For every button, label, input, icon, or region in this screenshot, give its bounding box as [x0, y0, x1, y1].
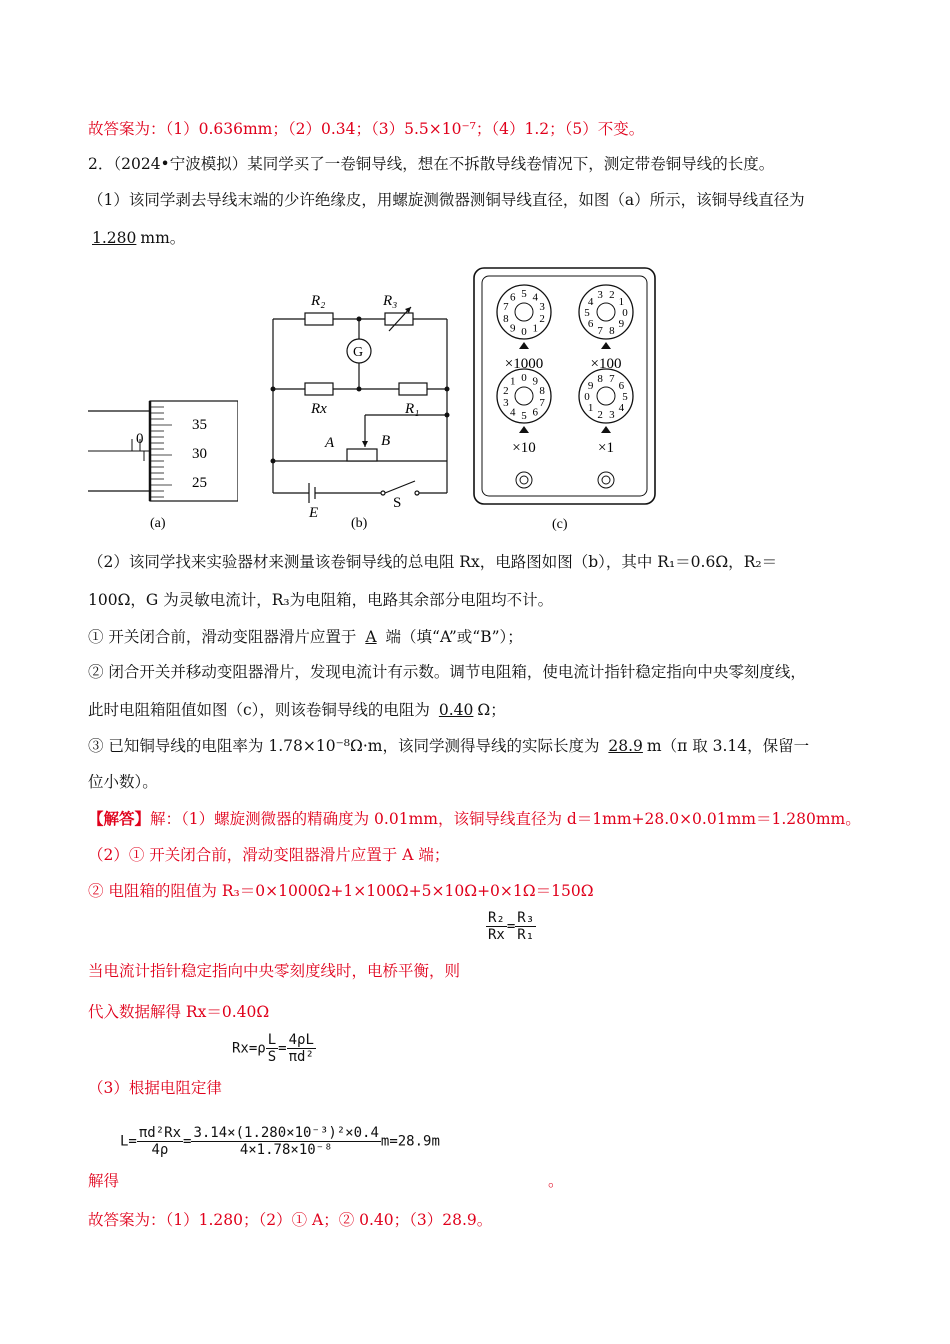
dial-digit: 2	[609, 288, 615, 301]
dial-hub	[597, 303, 615, 321]
question-2-part1: （1）该同学剥去导线末端的少许绝缘皮，用螺旋测微器测铜导线直径，如图（a）所示，该铜导线直径为	[88, 191, 805, 209]
r3-label: R₃	[383, 293, 398, 309]
figure-label: (b)	[351, 516, 368, 531]
question-2-title: 2．（2024•宁波模拟）某同学买了一卷铜导线，想在不拆散导线卷情况下，测定带卷铜导线的长度。	[88, 155, 775, 173]
rx-label: Rx	[311, 401, 327, 417]
answer-blank: 1.280	[92, 229, 137, 247]
unit-text: mm。	[140, 229, 186, 247]
dial-digit: 3	[503, 396, 509, 409]
dial-digit: 2	[539, 312, 545, 325]
dial-digit: 2	[597, 409, 603, 422]
dial-digit: 0	[521, 372, 527, 384]
eq-term: Rx	[488, 927, 505, 943]
final-answer: 故答案为：（1）1.280；（2）① A；② 0.40；（3）28.9。	[88, 1211, 493, 1229]
dial-digit: 6	[587, 318, 594, 331]
tick-label: 25	[192, 475, 207, 491]
dial-digit: 7	[503, 301, 509, 314]
galvanometer-label: G	[353, 345, 364, 360]
answer-blank: A	[365, 628, 377, 646]
step-1	[88, 626, 523, 648]
dial-digit: 8	[503, 312, 509, 325]
solution-7: 解得	[88, 1172, 120, 1190]
dial-pointer	[601, 342, 611, 349]
answer-blank: 0.40	[438, 701, 474, 719]
eq-term: L=	[120, 1133, 137, 1150]
dial-digit: 3	[609, 409, 615, 422]
step-3-a	[88, 735, 809, 757]
dial-digit: 3	[539, 301, 545, 314]
dial-digit: 4	[510, 406, 516, 419]
b-label: B	[381, 433, 391, 449]
eq-term: 4ρL	[288, 1032, 314, 1048]
dial-3	[579, 369, 633, 456]
solution-4: 当电流计指针稳定指向中央零刻度线时，电桥平衡，则	[88, 962, 461, 980]
dial-digit: 7	[609, 372, 615, 385]
equation-length	[120, 1125, 440, 1158]
eq-sign: =	[183, 1133, 192, 1150]
figure-label: (c)	[552, 517, 568, 532]
eq-term: R₃	[517, 910, 535, 926]
dial-1	[579, 285, 633, 372]
solution-2: （2）① 开关闭合前，滑动变阻器滑片应置于 A 端；	[88, 846, 450, 864]
dial-pointer	[519, 426, 529, 433]
unit-text: Ω；	[477, 701, 506, 719]
dial-digit: 2	[503, 385, 509, 398]
figure-b-circuit	[265, 285, 460, 535]
dial-digit: 1	[510, 375, 516, 388]
equation-resistance	[232, 1032, 316, 1065]
tick-label: 30	[192, 446, 207, 462]
zero-label: 0	[136, 431, 144, 447]
dial-digit: 3	[597, 288, 603, 301]
dial-hub	[515, 303, 533, 321]
solution-5: 代入数据解得 Rx＝0.40Ω	[88, 1003, 270, 1021]
answer-blank: 28.9	[608, 737, 643, 755]
dial-multiplier: ×1	[598, 440, 614, 456]
dial-2	[497, 369, 551, 456]
eq-sign: =	[506, 918, 516, 935]
eq-term: Rx=ρ	[232, 1040, 266, 1057]
dial-digit: 6	[510, 291, 516, 304]
dial-digit: 5	[584, 307, 590, 319]
step-2-b	[88, 699, 506, 721]
dial-multiplier: ×10	[512, 440, 536, 456]
eq-sign: =	[278, 1040, 287, 1057]
step-3-b: 位小数）。	[88, 773, 158, 791]
eq-term: R₁	[517, 927, 535, 943]
eq-term: 3.14×(1.280×10⁻³)²×0.4	[193, 1125, 379, 1141]
dial-digit: 8	[609, 325, 615, 338]
dial-pointer	[519, 342, 529, 349]
dial-digit: 9	[587, 379, 594, 392]
tick-label: 35	[192, 417, 207, 433]
eq-term: 4ρ	[151, 1142, 169, 1158]
dial-digit: 8	[597, 372, 603, 385]
dial-digit: 5	[521, 288, 527, 300]
dial-digit: 6	[618, 379, 625, 392]
solution-7-end: 。	[548, 1172, 564, 1190]
figure-label: (a)	[150, 516, 166, 531]
step-2-text: 此时电阻箱阻值如图（c），则该卷铜导线的电阻为	[88, 701, 430, 719]
eq-term: πd²	[288, 1049, 314, 1065]
dial-digit: 9	[532, 375, 538, 388]
eq-term: m=28.9m	[380, 1133, 440, 1150]
dial-multiplier: ×1000	[504, 356, 544, 372]
dial-digit: 1	[587, 402, 594, 415]
dial-pointer	[601, 426, 611, 433]
dial-digit: 9	[618, 318, 625, 331]
dial-0	[497, 285, 551, 372]
question-2-part2-a: （2）该同学找来实验器材来测量该卷铜导线的总电阻 Rx，电路图如图（b），其中 R₁＝0.6Ω，R₂＝	[88, 553, 778, 571]
eq-term: R₂	[488, 910, 505, 926]
eq-term: 4×1.78×10⁻⁸	[239, 1142, 333, 1158]
solution-3: ② 电阻箱的阻值为 R₃＝0×1000Ω+1×100Ω+5×10Ω+0×1Ω＝150Ω	[88, 882, 594, 900]
dial-digit: 5	[521, 410, 527, 422]
solution-1-text: 解：（1）螺旋测微器的精确度为 0.01mm，该铜导线直径为 d＝1mm+28.0×0.01mm＝1.280mm。	[150, 810, 861, 828]
dial-digit: 0	[584, 391, 590, 403]
figure-a-micrometer	[88, 395, 238, 535]
solution-1	[88, 808, 861, 830]
question-2-part2-b: 100Ω，G 为灵敏电流计，R₃为电阻箱，电路其余部分电阻均不计。	[88, 591, 554, 609]
eq-term: πd²Rx	[138, 1125, 182, 1141]
dial-digit: 7	[539, 396, 545, 409]
question-2-part1-answer	[88, 227, 185, 249]
step-2-a: ② 闭合开关并移动变阻器滑片，发现电流计有示数。调节电阻箱，使电流计指针稳定指向中央零刻度线，	[88, 663, 806, 681]
step-3-text: ③ 已知铜导线的电阻率为 1.78×10⁻⁸Ω·m，该同学测得导线的实际长度为	[88, 737, 600, 755]
a-label: A	[325, 435, 335, 451]
previous-answer: 故答案为：（1）0.636mm；（2）0.34；（3）5.5×10⁻⁷；（4）1.2；（5）不变。	[88, 120, 645, 138]
r1-label: R₁	[405, 401, 420, 417]
dial-digit: 4	[618, 402, 625, 415]
eq-term: S	[267, 1049, 277, 1065]
dial-digit: 8	[539, 385, 545, 398]
dial-hub	[597, 387, 615, 405]
e-label: E	[309, 505, 319, 521]
figure-c-resistance-box	[472, 266, 657, 536]
step-1-text: ① 开关闭合前，滑动变阻器滑片应置于	[88, 628, 357, 646]
s-label: S	[393, 495, 402, 511]
dial-multiplier: ×100	[590, 356, 622, 372]
solution-6: （3）根据电阻定律	[88, 1079, 222, 1097]
equation-bridge	[486, 910, 536, 943]
dial-digit: 9	[510, 322, 516, 335]
eq-term: L	[267, 1032, 277, 1048]
dial-digit: 4	[532, 291, 538, 304]
dial-digit: 4	[587, 295, 594, 308]
step-3-tail: m（π 取 3.14，保留一	[646, 737, 810, 755]
dial-digit: 0	[622, 307, 628, 319]
solution-tag: 【解答】	[88, 809, 151, 828]
dial-digit: 6	[532, 406, 538, 419]
dial-digit: 5	[622, 391, 628, 403]
dial-digit: 7	[597, 325, 603, 338]
dial-digit: 1	[618, 295, 625, 308]
r2-label: R₂	[311, 293, 326, 309]
dial-hub	[515, 387, 533, 405]
dial-digit: 1	[532, 322, 538, 335]
dial-digit: 0	[521, 326, 527, 338]
step-1-tail: 端（填“A”或“B”）；	[385, 628, 523, 646]
